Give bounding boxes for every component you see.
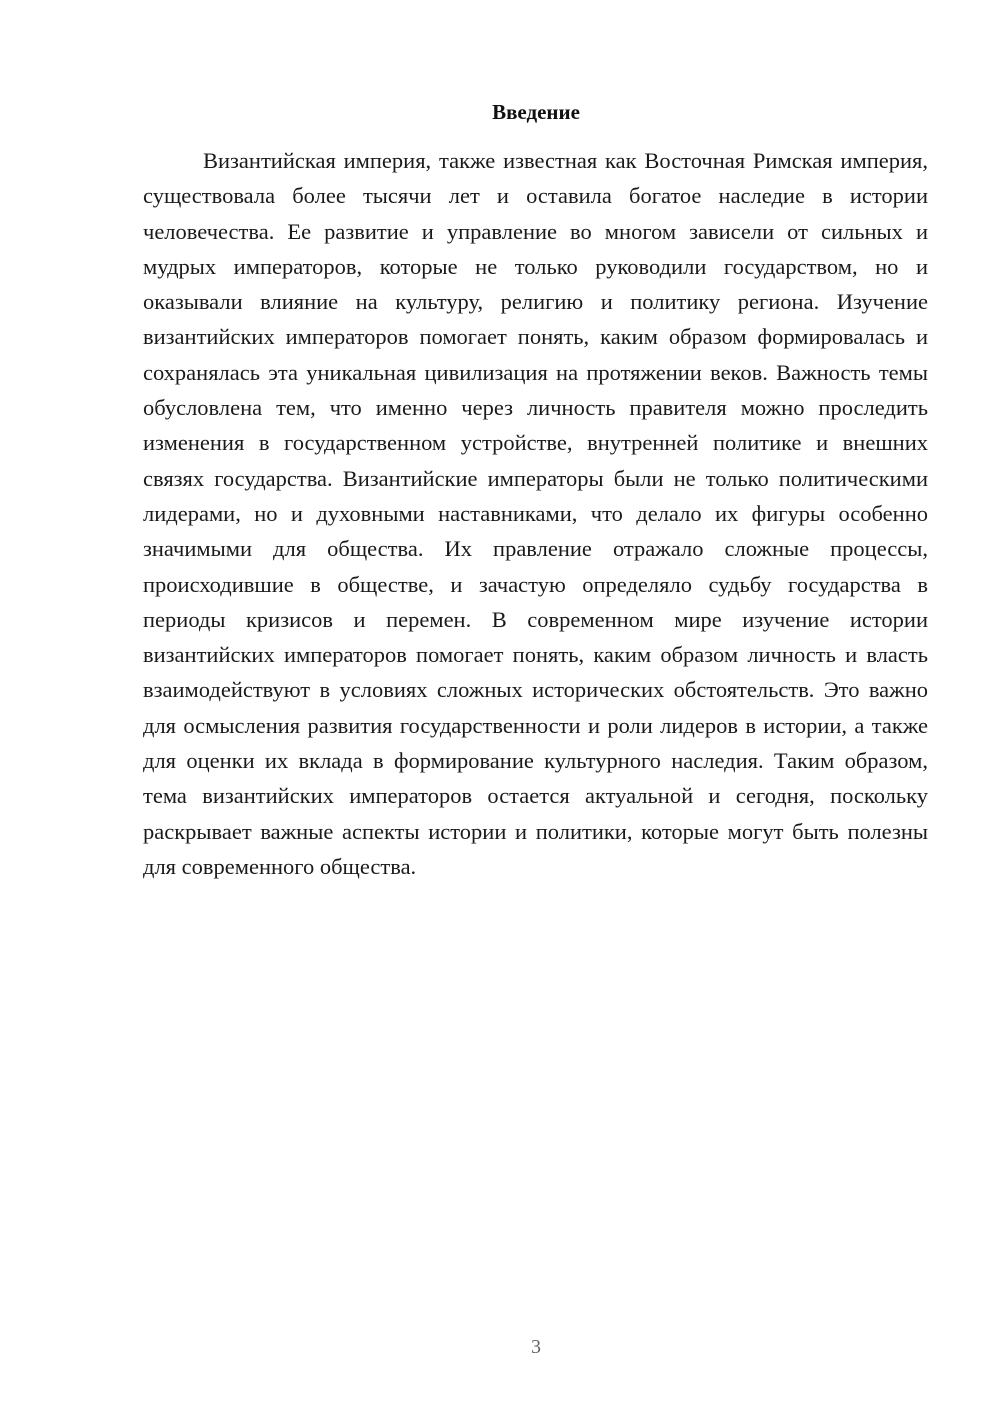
page-number: 3 xyxy=(531,1336,541,1358)
section-title: Введение xyxy=(492,100,580,124)
body-paragraph: Византийская империя, также известная как Восточная Римская империя, существовала более тысячи лет и оставила богатое наследие в истории человечества. Ее развитие и управление во многом зависели от сильных и мудрых императоров, которые не только руководили государством, но и оказывали влияние на культуру, религию и политику региона. Изучение византийских императоров помогает понять, каким образом формировалась и сохранялась эта уникальная цивилизация на протяжении веков. Важность темы обусловлена тем, что именно через личность правителя можно проследить изменения в государственном устройстве, внутренней политике и внешних связях государства. Византийские императоры были не только политическими лидерами, но и духовными наставниками, что делало их фигуры особенно значимыми для общества. Их правление отражало сложные процессы, происходившие в обществе, и зачастую определяло судьбу государства в периоды кризисов и перемен. В современном мире изучение истории византийских императоров помогает понять, каким образом личность и власть взаимодействуют в условиях сложных исторических обстоятельств. Это важно для осмысления развития государственности и роли лидеров в истории, а также для оценки их вклада в формирование культурного наследия. Таким образом, тема византийских императоров остается актуальной и сегодня, поскольку раскрывает важные аспекты истории и политики, которые могут быть полезны для современного общества. xyxy=(143,148,928,879)
